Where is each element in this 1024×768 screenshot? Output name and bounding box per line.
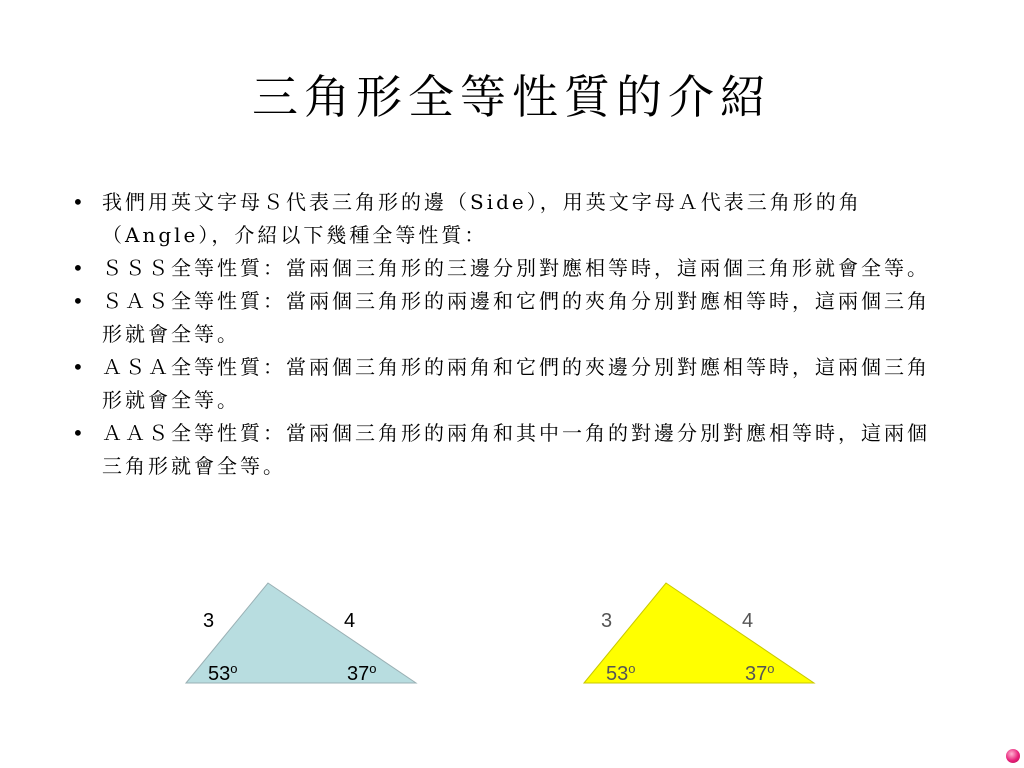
- slide-title: 三角形全等性質的介紹: [252, 70, 772, 124]
- bullet-marker: •: [72, 355, 87, 379]
- angle-value: 37: [347, 663, 370, 685]
- angle-left-label: [208, 658, 237, 685]
- side-left-label: 3: [203, 610, 215, 632]
- degree-mark: o: [767, 661, 775, 676]
- bullet-text: ＡＳＡ全等性質：當兩個三角形的兩角和它們的夾邊分別對應相等時，這兩個三角形就會全等。: [102, 355, 930, 412]
- angle-left-label: [606, 658, 635, 685]
- bullet-text: 我們用英文字母Ｓ代表三角形的邊（Side），用英文字母Ａ代表三角形的角（Angle），介紹以下幾種全等性質：: [102, 190, 862, 247]
- nav-dot-icon[interactable]: [1006, 749, 1020, 763]
- side-right-label: 4: [344, 610, 356, 632]
- angle-right-label: [745, 658, 774, 685]
- bullet-item: [72, 252, 952, 285]
- degree-mark: o: [369, 661, 377, 676]
- angle-right-label: [347, 658, 376, 685]
- bullet-item: [72, 285, 952, 351]
- triangle-figure-2: [584, 582, 816, 684]
- side-right-label: 4: [742, 610, 754, 632]
- degree-mark: o: [628, 661, 636, 676]
- bullet-item: [72, 186, 952, 252]
- angle-value: 37: [745, 663, 768, 685]
- bullet-text: ＳＡＳ全等性質：當兩個三角形的兩邊和它們的夾角分別對應相等時，這兩個三角形就會全等。: [102, 289, 930, 346]
- bullet-marker: •: [72, 289, 87, 313]
- bullet-text: ＳＳＳ全等性質：當兩個三角形的三邊分別對應相等時，這兩個三角形就會全等。: [102, 256, 930, 280]
- bullet-item: [72, 351, 952, 417]
- degree-mark: o: [230, 661, 238, 676]
- angle-value: 53: [208, 663, 231, 685]
- angle-value: 53: [606, 663, 629, 685]
- bullet-list: [72, 186, 952, 483]
- triangle-figure-1: [186, 582, 418, 684]
- bullet-text: ＡＡＳ全等性質：當兩個三角形的兩角和其中一角的對邊分別對應相等時，這兩個三角形就會全等。: [102, 421, 930, 478]
- bullet-marker: •: [72, 190, 87, 214]
- bullet-marker: •: [72, 421, 87, 445]
- bullet-marker: •: [72, 256, 87, 280]
- side-left-label: 3: [601, 610, 613, 632]
- bullet-item: [72, 417, 952, 483]
